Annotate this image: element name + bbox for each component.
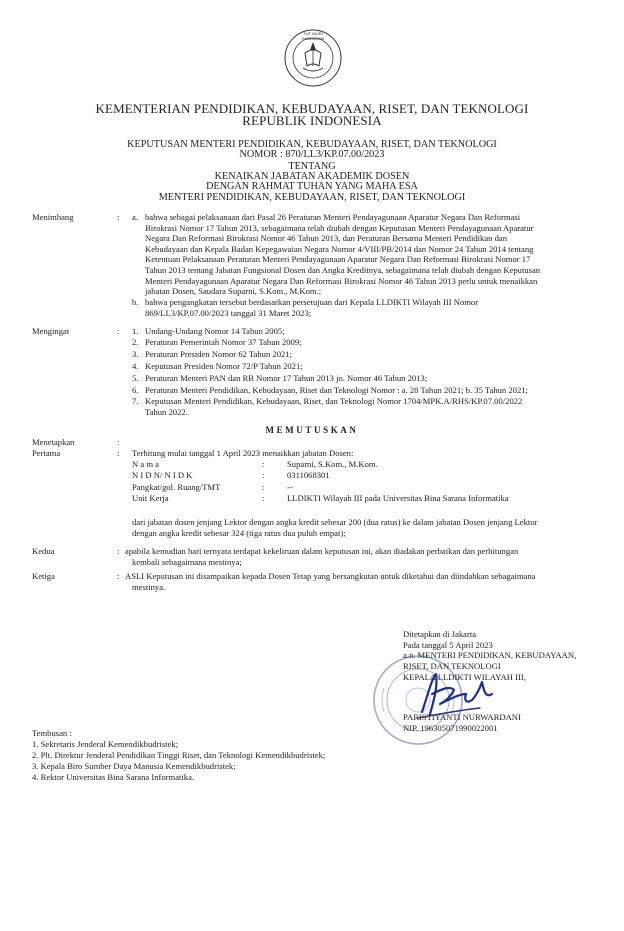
menimbang-b-line: 869/LL3/KP.07.00/2023 tanggal 31 Maret 2023; [145,307,312,318]
field-colon: : [262,470,265,480]
field-value-nidn: 0311068301 [287,470,330,480]
field-value-unit: LLDIKTI Wilayah III pada Universitas Bina Sarana Informatika [287,493,509,503]
tut-wuri-handayani-logo [283,28,343,88]
signatory-nip: NIP. 196305071990022001 [403,723,498,733]
field-label: Pangkat/gol. Ruang/TMT [132,482,221,492]
menimbang-b-marker: b. [132,297,139,307]
tembusan-item: 2. Plt. Direktur Jenderal Pendidikan Tinggi Riset, dan Teknologi Kemendikbudristek; [32,750,326,760]
signature-role: KEPALA LLDIKTI WILAYAH III, [403,672,526,682]
mengingat-item: Peraturan Presiden Nomor 62 Tahun 2021; [145,349,292,359]
decree-title: KEPUTUSAN MENTERI PENDIDIKAN, KEBUDAYAAN, RISET, DAN TEKNOLOGI [127,139,497,150]
mengingat-item: Peraturan Menteri Pendidikan, Kebudayaan, Riset dan Teknologi Nomor : a. 28 Tahun 2021; b. 35 Tahun 2021; [145,385,528,395]
ketiga-text: mestinya. [132,582,166,592]
menimbang-a-line: Ketentuan Pelaksanaan Peraturan Menteri Pendayagunaan Aparatur Negara Dan Reformasi Birokrasi Nomor 17 [145,254,531,265]
menimbang-b-line: bahwa pengangkatan tersebut berdasarkan persetujuan dari Kepala LLDIKTI Wilayah III Nomor [145,297,479,307]
tembusan-item: 3. Kepala Biro Sumber Daya Manusia Kemendikbudristek; [32,761,236,771]
menimbang-a-line: Negara Dan Reformasi Birokrasi Nomor 46 Tahun 2013, dan Peraturan Bersama Menteri Pendidikan dan [145,233,507,244]
minister-title: MENTERI PENDIDIKAN, KEBUDAYAAN, RISET, DAN TEKNOLOGI [158,192,466,203]
menetapkan-colon: : [117,437,120,447]
mengingat-no: 5. [132,373,139,383]
menimbang-a-line: jabatan Dosen, Saudara Suparni, S.Kom., M.Kom.; [145,286,322,297]
ketiga-label: Ketiga [32,571,55,581]
kedua-text: kembali sebagaimana mestinya; [132,557,242,567]
mengingat-no: 6. [132,385,139,395]
menimbang-a-marker: a. [132,212,138,222]
mengingat-item: Keputusan Menteri Pendidikan, Kebudayaan, Riset, dan Teknologi Nomor 1704/MPK.A/RHS/KP.07.00/2022 [145,396,523,406]
mengingat-item: Tahun 2022. [145,407,188,417]
mengingat-no: 7. [132,396,139,406]
signatory-name: PARISTIYANTI NURWARDANI [403,712,521,722]
decree-number: NOMOR : 870/LL3/KP.07.00/2023 [239,149,385,160]
mengingat-no: 4. [132,361,139,371]
field-colon: : [262,493,265,503]
ministry-subtitle: REPUBLIK INDONESIA [242,113,382,128]
pertama-outro: dari jabatan dosen jenjang Lektor dengan angka kredit sebesar 200 (dua ratus) ke dalam jabatan Dosen jenjang Lektor [132,517,538,527]
mengingat-item: Keputusan Presiden Nomor 72/P Tahun 2021; [145,361,303,371]
mengingat-item: Peraturan Menteri PAN dan RB Nomor 17 Tahun 2013 jo. Nomor 46 Tahun 2013; [145,373,428,383]
signature-an-line: a.n. MENTERI PENDIDIKAN, KEBUDAYAAN, [403,650,577,660]
tembusan-title: Tembusan : [32,728,72,738]
kedua-label: Kedua [32,546,55,556]
tembusan-item: 1. Sekretaris Jenderal Kemendikbudristek; [32,739,179,749]
field-label: Unit Kerja [132,493,169,503]
signature-date: Pada tanggal 5 April 2023 [403,640,493,650]
invocation: DENGAN RAHMAT TUHAN YANG MAHA ESA [206,181,418,192]
menimbang-a-line: Kebudayaan dan Kepala Badan Kepegawaian Negara Nomor 4/VIII/PB/2014 dan Nomor 24 Tahun 2014 tentang [145,243,534,254]
mengingat-no: 3. [132,349,139,359]
pertama-intro: Terhitung mulai tanggal 1 April 2023 menaikkan jabatan Dosen: [132,448,354,458]
menimbang-a-text [145,212,595,297]
ketiga-colon: : [117,571,120,581]
menimbang-a-line: Tahun 2013 tentang Jabatan Fungsional Dosen dan Angka Kreditnya, sebagaimana telah diubah dengan Keputusan [145,264,541,275]
memutuskan-heading: MEMUTUSKAN [265,425,359,435]
menetapkan-label: Menetapkan [32,437,75,447]
mengingat-label: Mengingat [32,326,70,336]
pertama-outro: dengan angka kredit sebesar 324 (tiga ratus dua puluh empat); [132,528,346,538]
tembusan-item: 4. Rektor Universitas Bina Sarana Informatika. [32,772,195,782]
menimbang-a-line: bahwa sebagai pelaksanaan dari Pasal 26 Peraturan Menteri Pendayagunaan Aparatur Negara Dan Reformasi [145,212,521,222]
about-label: TENTANG [288,161,336,172]
menimbang-b-text [145,297,595,318]
signature-an-line: RISET, DAN TEKNOLOGI [403,661,501,671]
field-value-name: Suparni, S.Kom., M.Kom. [287,459,378,469]
mengingat-no: 1. [132,326,139,336]
mengingat-colon: : [117,326,120,336]
field-value-pangkat: -- [287,482,293,492]
mengingat-item: Undang-Undang Nomor 14 Tahun 2005; [145,326,285,336]
menimbang-colon: : [117,212,120,222]
field-label: N I D N/ N I D K [132,470,193,480]
menimbang-a-line: Menteri Pendayagunaan Aparatur Negara Dan Reformasi Birokrasi Nomor 46 Tahun 2013 perlu untuk menaikkan [145,275,538,286]
ministry-title: KEMENTERIAN PENDIDIKAN, KEBUDAYAAN, RISET, DAN TEKNOLOGI [95,101,529,116]
logo-motto: TUT WURI HANDAYANI [301,31,325,41]
field-label: N a m a [132,459,159,469]
ketiga-text: ASLI Keputusan ini disampaikan kepada Dosen Tetap yang bersangkutan untuk diketahui dan diindahkan sebagaimana [125,571,536,581]
menimbang-label: Menimbang [32,212,74,222]
menimbang-a-line: Birokrasi Nomor 17 Tahun 2013, sebagaimana telah diubah dengan Keputusan Menteri Pendayagunaan Aparatur [145,222,534,233]
about-subject: KENAIKAN JABATAN AKADEMIK DOSEN [214,171,410,182]
pertama-colon: : [117,448,120,458]
signature-place: Ditetapkan di Jakarta [403,629,477,639]
mengingat-item: Peraturan Pemerintah Nomor 37 Tahun 2009; [145,337,302,347]
mengingat-no: 2. [132,337,139,347]
field-colon: : [262,482,265,492]
kedua-text: apabila kemudian hari ternyata terdapat kekeliruan dalam keputusan ini, akan diadakan perbaikan dan perhitungan [125,546,519,556]
field-colon: : [262,459,265,469]
pertama-label: Pertama [32,448,61,458]
kedua-colon: : [117,546,120,556]
